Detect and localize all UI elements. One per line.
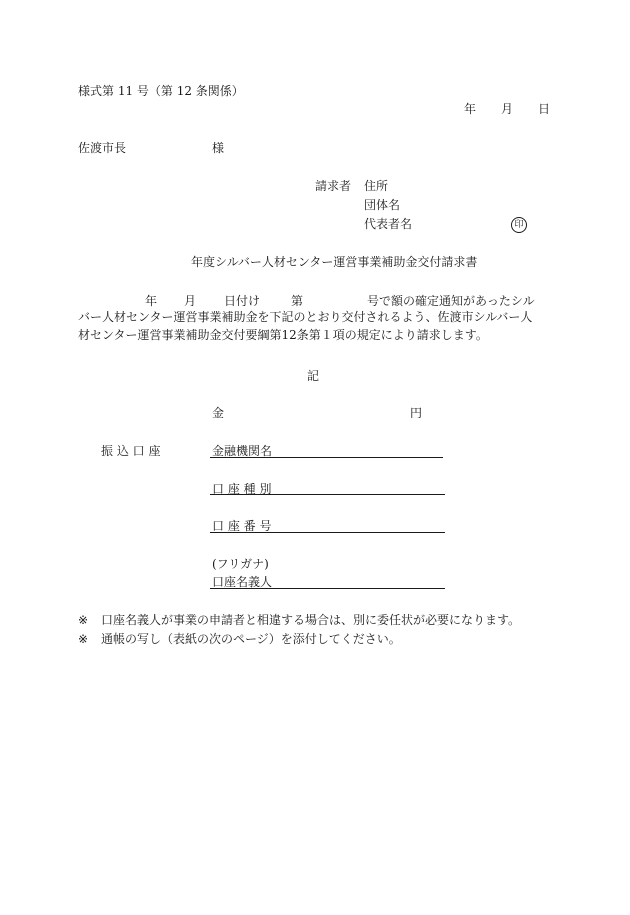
form-number: 様式第 11 号（第 12 条関係） <box>78 84 244 98</box>
claimant-label: 請求者 <box>315 179 352 193</box>
account-number-label: 口 座 番 号 <box>212 519 272 533</box>
bank-name-label: 金融機関名 <box>212 444 273 458</box>
account-number-underline <box>210 532 445 533</box>
furigana-label: (フリガナ) <box>212 557 269 571</box>
body-month: 月 <box>184 294 197 308</box>
body-day-dated: 日付け <box>224 294 261 308</box>
claimant-address-label: 住所 <box>364 179 389 193</box>
ki-heading: 記 <box>307 369 320 383</box>
account-type-underline <box>210 494 445 495</box>
account-holder-underline <box>210 588 445 589</box>
seal-mark: 印 <box>511 217 527 233</box>
account-holder-label: 口座名義人 <box>212 575 273 589</box>
body-dai: 第 <box>291 294 304 308</box>
body-line-2: バー人材センター運営事業補助金を下記のとおり交付されるよう、佐渡市シルバー人 <box>78 310 533 324</box>
claimant-organization-label: 団体名 <box>364 198 401 212</box>
amount-label: 金 <box>212 406 225 420</box>
date-month-label: 月 <box>501 102 514 116</box>
document-title: 年度シルバー人材センター運営事業補助金交付請求書 <box>191 255 478 269</box>
date-day-label: 日 <box>538 102 551 116</box>
account-type-label: 口 座 種 別 <box>212 482 272 496</box>
addressee-honorific: 様 <box>212 141 225 155</box>
body-year: 年 <box>145 294 158 308</box>
body-line1-rest: 号で額の確定通知があったシル <box>367 294 535 308</box>
note-mark-2: ※ <box>78 632 89 646</box>
addressee-name: 佐渡市長 <box>78 141 127 155</box>
claimant-representative-label: 代表者名 <box>364 217 413 231</box>
amount-unit: 円 <box>410 406 423 420</box>
date-year-label: 年 <box>464 102 477 116</box>
bank-name-underline <box>210 457 443 458</box>
note-text-2: 通帳の写し（表紙の次のページ）を添付してください。 <box>101 632 401 646</box>
note-text-1: 口座名義人が事業の申請者と相違する場合は、別に委任状が必要になります。 <box>101 613 521 627</box>
body-line-3: 材センター運営事業補助金交付要綱第12条第１項の規定により請求します。 <box>78 328 488 342</box>
transfer-account-label: 振 込 口 座 <box>101 444 161 458</box>
note-mark-1: ※ <box>78 613 89 627</box>
